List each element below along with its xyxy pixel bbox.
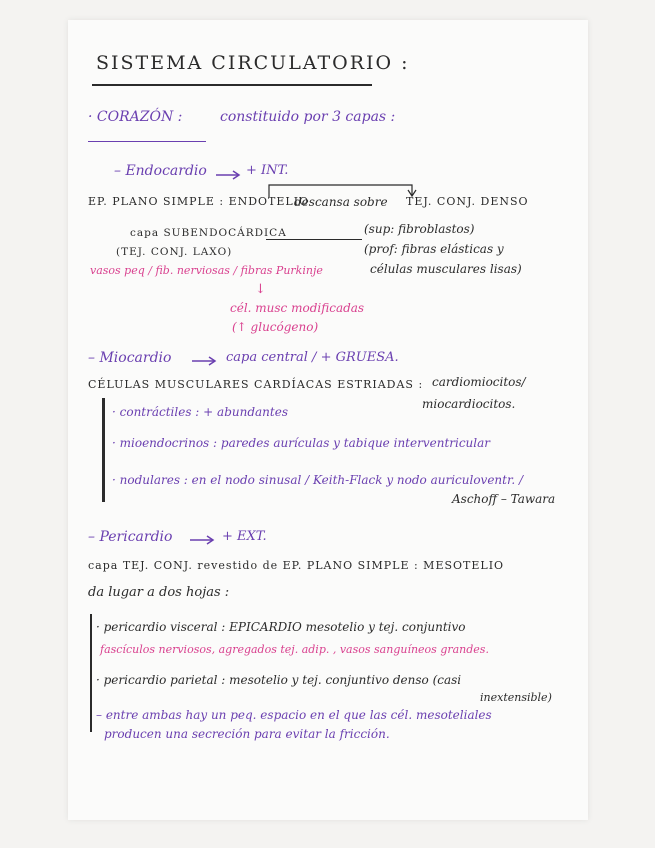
- capa-sub: capa SUBENDOCÁRDICA: [130, 227, 287, 239]
- prof-text-2: células musculares lisas): [370, 262, 522, 276]
- bracket-arrow-icon: [268, 183, 418, 199]
- ep-line-b: descansa sobre: [294, 195, 388, 209]
- visceral-text: · pericardio visceral : EPICARDIO mesotelio y tej. conjuntivo: [96, 620, 466, 634]
- miocardio-bullet-2: · mioendocrinos : paredes aurículas y tabique interventricular: [112, 436, 491, 450]
- bullet-bracket: [102, 398, 105, 502]
- endocardio-label: – Endocardio: [114, 163, 207, 179]
- corazon-underline: [88, 141, 206, 142]
- bullet-bracket: [90, 614, 92, 732]
- celulas-text: CÉLULAS MUSCULARES CARDÍACAS ESTRIADAS :: [88, 378, 424, 391]
- corazon-label: · CORAZÓN :: [88, 109, 183, 125]
- parietal-text: · pericardio parietal : mesotelio y tej. conjuntivo denso (casi: [96, 673, 462, 687]
- visceral-detail: fascículos nerviosos, agregados tej. adip. , vasos sanguíneos grandes.: [100, 643, 489, 656]
- parietal-text-b: inextensible): [480, 691, 552, 704]
- connector-line: [266, 239, 362, 240]
- ep-line-c: TEJ. CONJ. DENSO: [406, 195, 529, 208]
- tej-laxo: (TEJ. CONJ. LAXO): [116, 246, 233, 258]
- down-arrow-icon: ↓: [255, 282, 266, 297]
- miocardio-bullet-3: · nodulares : en el nodo sinusal / Keith-Flack y nodo auriculoventr. /: [112, 473, 524, 487]
- cardio-text-2: miocardiocitos.: [422, 397, 516, 411]
- notebook-page: [68, 20, 588, 820]
- espacio-text-2: producen una secreción para evitar la fricción.: [104, 727, 390, 741]
- pericardio-label: – Pericardio: [88, 529, 173, 545]
- pericardio-line-2: da lugar a dos hojas :: [88, 585, 230, 600]
- arrow-icon: [216, 170, 242, 180]
- arrow-icon: [192, 356, 218, 366]
- corazon-desc: constituido por 3 capas :: [220, 109, 396, 125]
- miocardio-arrow-text: capa central / + GRUESA.: [226, 350, 399, 365]
- pericardio-line-1: capa TEJ. CONJ. revestido de EP. PLANO SIMPLE : MESOTELIO: [88, 559, 505, 572]
- pericardio-arrow-text: + EXT.: [222, 529, 267, 544]
- espacio-text-1: – entre ambas hay un peq. espacio en el que las cél. mesoteliales: [96, 708, 492, 722]
- page-title: SISTEMA CIRCULATORIO :: [96, 52, 410, 74]
- miocardio-bullet-3b: Aschoff – Tawara: [452, 492, 556, 506]
- prof-text-1: (prof: fibras elásticas y: [364, 242, 504, 256]
- miocardio-label: – Miocardio: [88, 350, 172, 366]
- glucogeno-text: (↑ glucógeno): [232, 320, 319, 334]
- vasos-text: vasos peq / fib. nerviosas / fibras Purkinje: [90, 264, 323, 277]
- sup-text: (sup: fibroblastos): [364, 222, 475, 236]
- cardio-text-1: cardiomiocitos/: [432, 375, 526, 389]
- miocardio-bullet-1: · contráctiles : + abundantes: [112, 405, 288, 419]
- ep-line-a: EP. PLANO SIMPLE : ENDOTELIO: [88, 195, 310, 208]
- endocardio-arrow-text: + INT.: [246, 163, 289, 178]
- cel-mod-text: cél. musc modificadas: [230, 301, 365, 315]
- arrow-icon: [190, 535, 216, 545]
- title-underline: [92, 84, 372, 86]
